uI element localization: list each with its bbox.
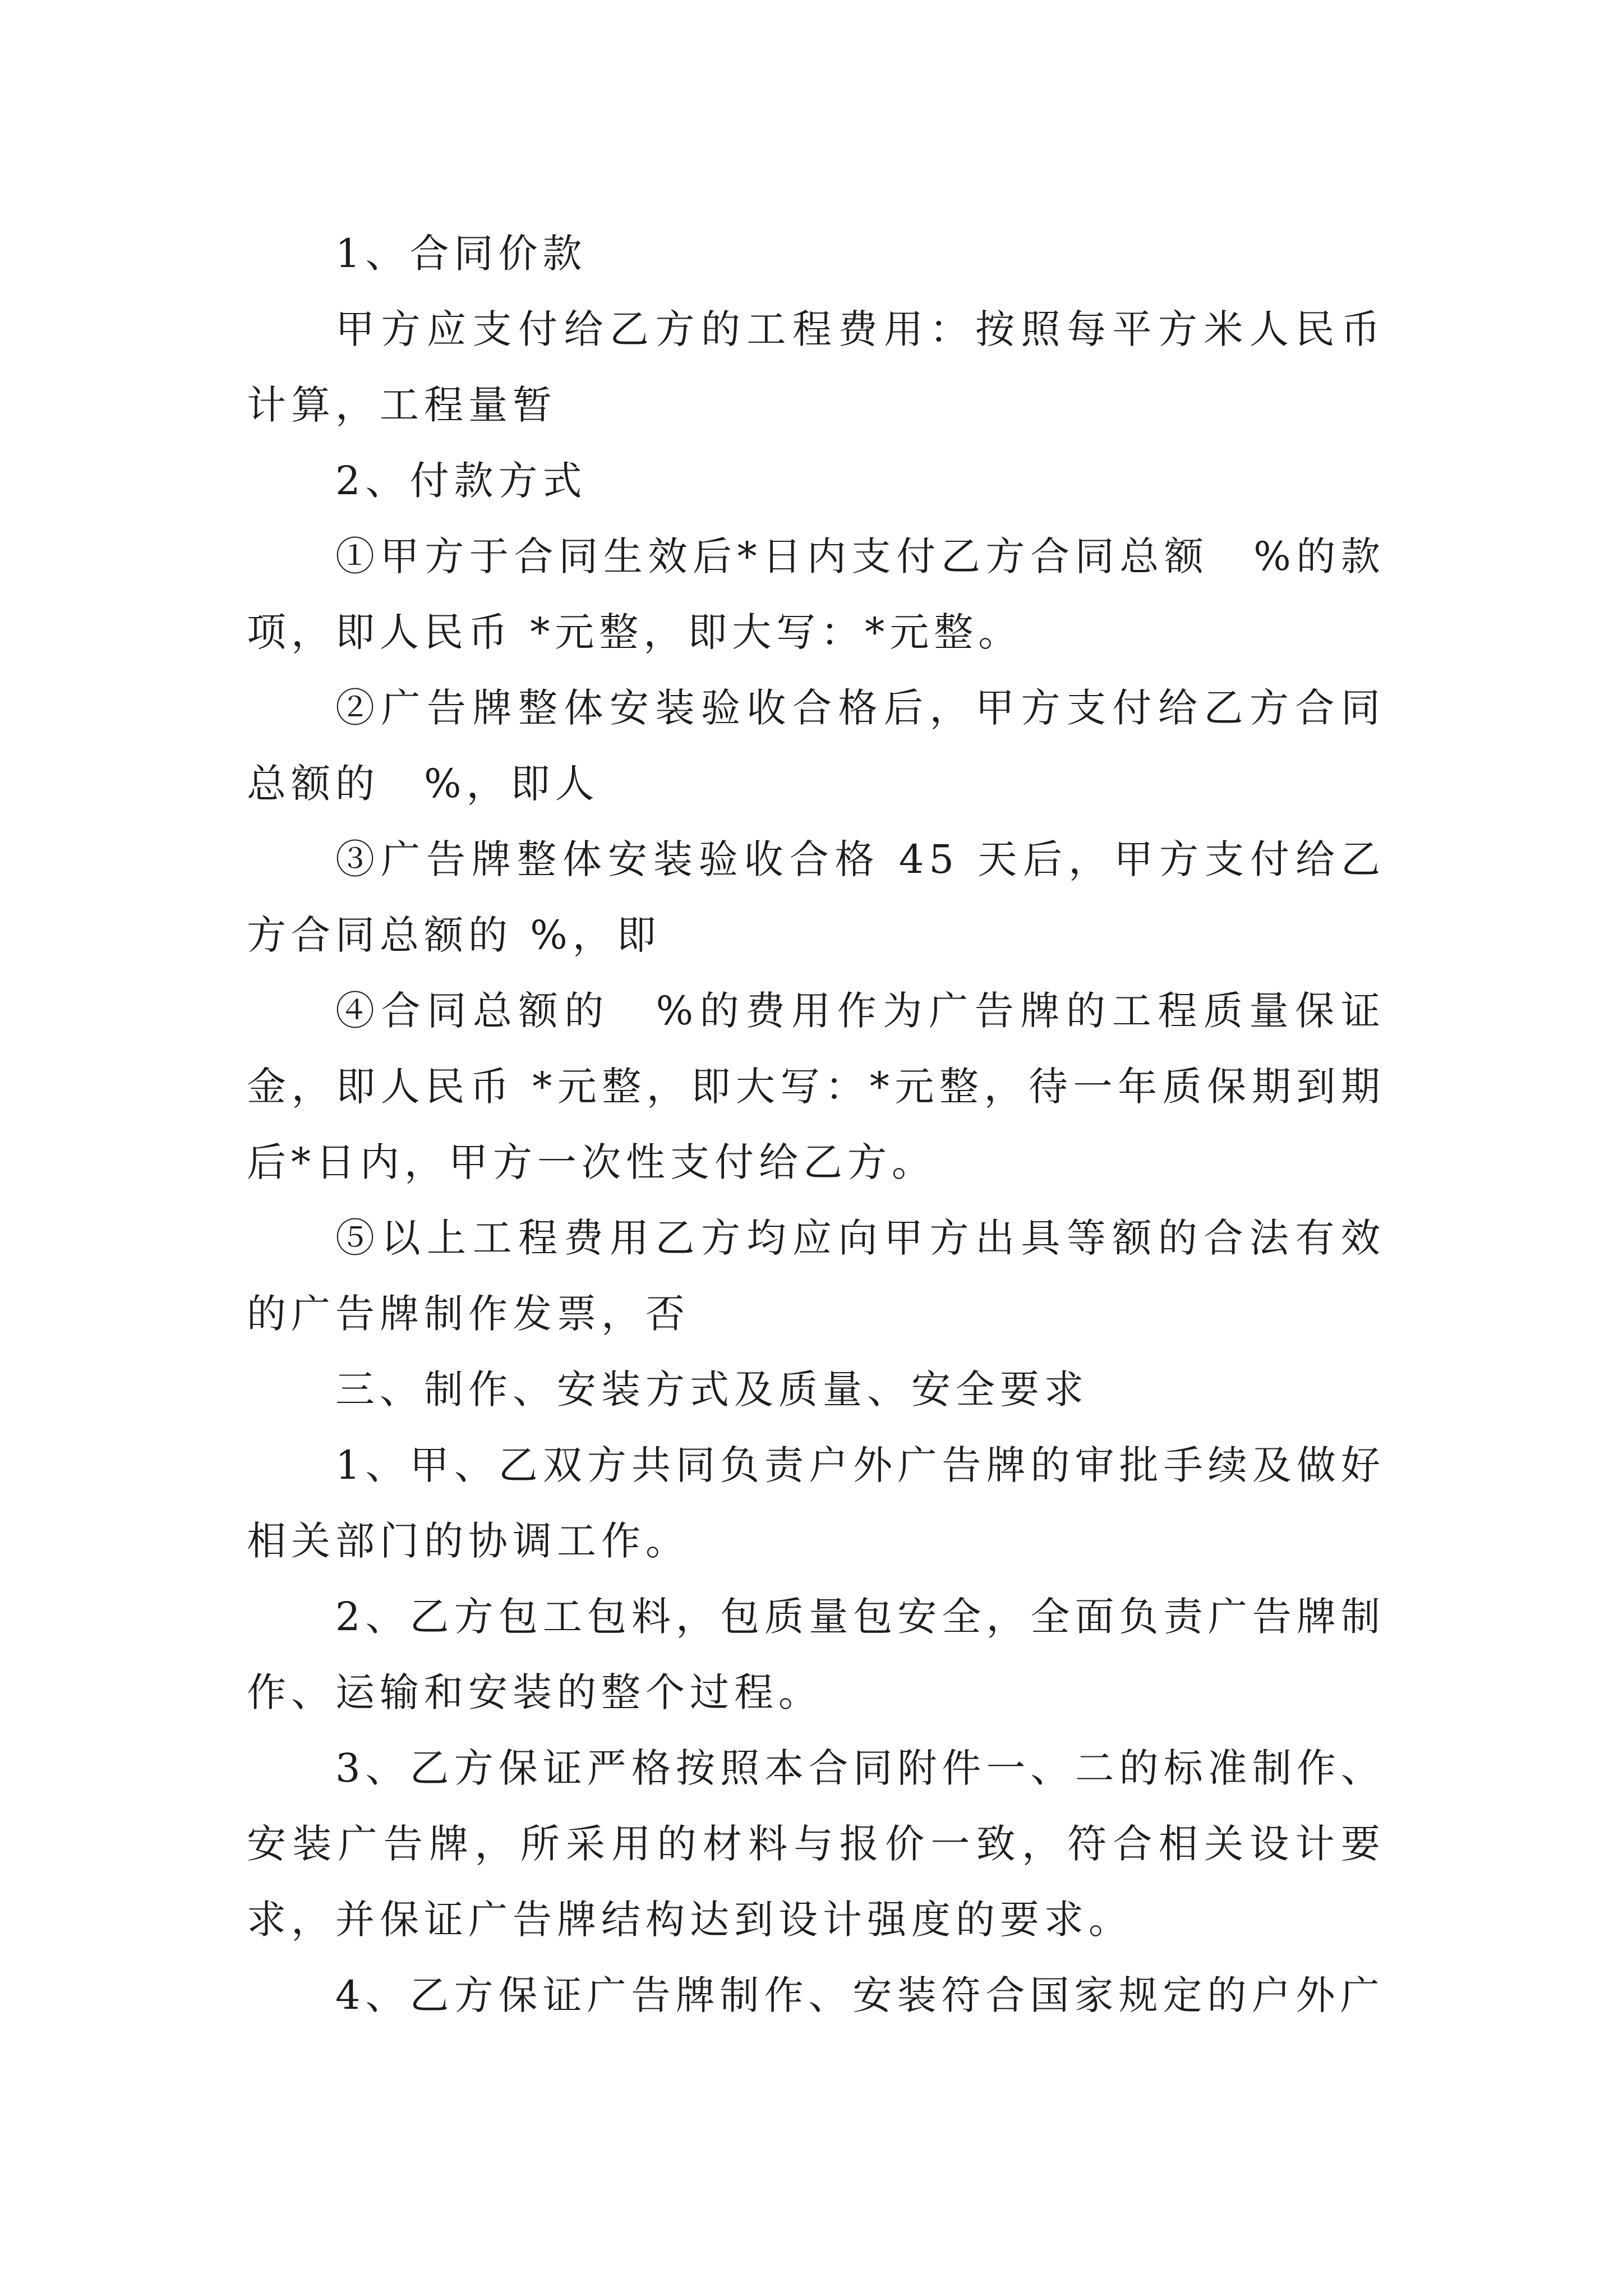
paragraph-11: 2、乙方包工包料，包质量包安全，全面负责广告牌制作、运输和安装的整个过程。 bbox=[247, 1594, 1385, 1715]
paragraph-4: ①甲方于合同生效后*日内支付乙方合同总额 %的款项，即人民币 *元整，即大写：*元整。 bbox=[247, 533, 1385, 655]
paragraph-2: 甲方应支付给乙方的工程费用：按照每平方米人民币计算，工程量暂 bbox=[247, 306, 1385, 428]
paragraph-5: ②广告牌整体安装验收合格后，甲方支付给乙方合同总额的 %，即人 bbox=[247, 685, 1385, 807]
paragraph-1: 1、合同价款 bbox=[335, 231, 587, 277]
document-body bbox=[247, 216, 1385, 2033]
paragraph-8: ⑤以上工程费用乙方均应向甲方出具等额的合法有效的广告牌制作发票，否 bbox=[247, 1215, 1385, 1337]
paragraph-6: ③广告牌整体安装验收合格 45 天后，甲方支付给乙方合同总额的 %，即 bbox=[247, 836, 1385, 958]
paragraph-13: 4、乙方保证广告牌制作、安装符合国家规定的户外广 bbox=[335, 1972, 1385, 2018]
paragraph-10: 1、甲、乙双方共同负责户外广告牌的审批手续及做好相关部门的协调工作。 bbox=[247, 1442, 1385, 1564]
paragraph-3: 2、付款方式 bbox=[335, 458, 587, 504]
paragraph-9: 三、制作、安装方式及质量、安全要求 bbox=[335, 1366, 1089, 1412]
paragraph-7: ④合同总额的 %的费用作为广告牌的工程质量保证金，即人民币 *元整，即大写：*元整，待一年质保期到期后*日内，甲方一次性支付给乙方。 bbox=[247, 988, 1385, 1185]
paragraph-12: 3、乙方保证严格按照本合同附件一、二的标准制作、安装广告牌，所采用的材料与报价一致，符合相关设计要求，并保证广告牌结构达到设计强度的要求。 bbox=[247, 1745, 1385, 1943]
